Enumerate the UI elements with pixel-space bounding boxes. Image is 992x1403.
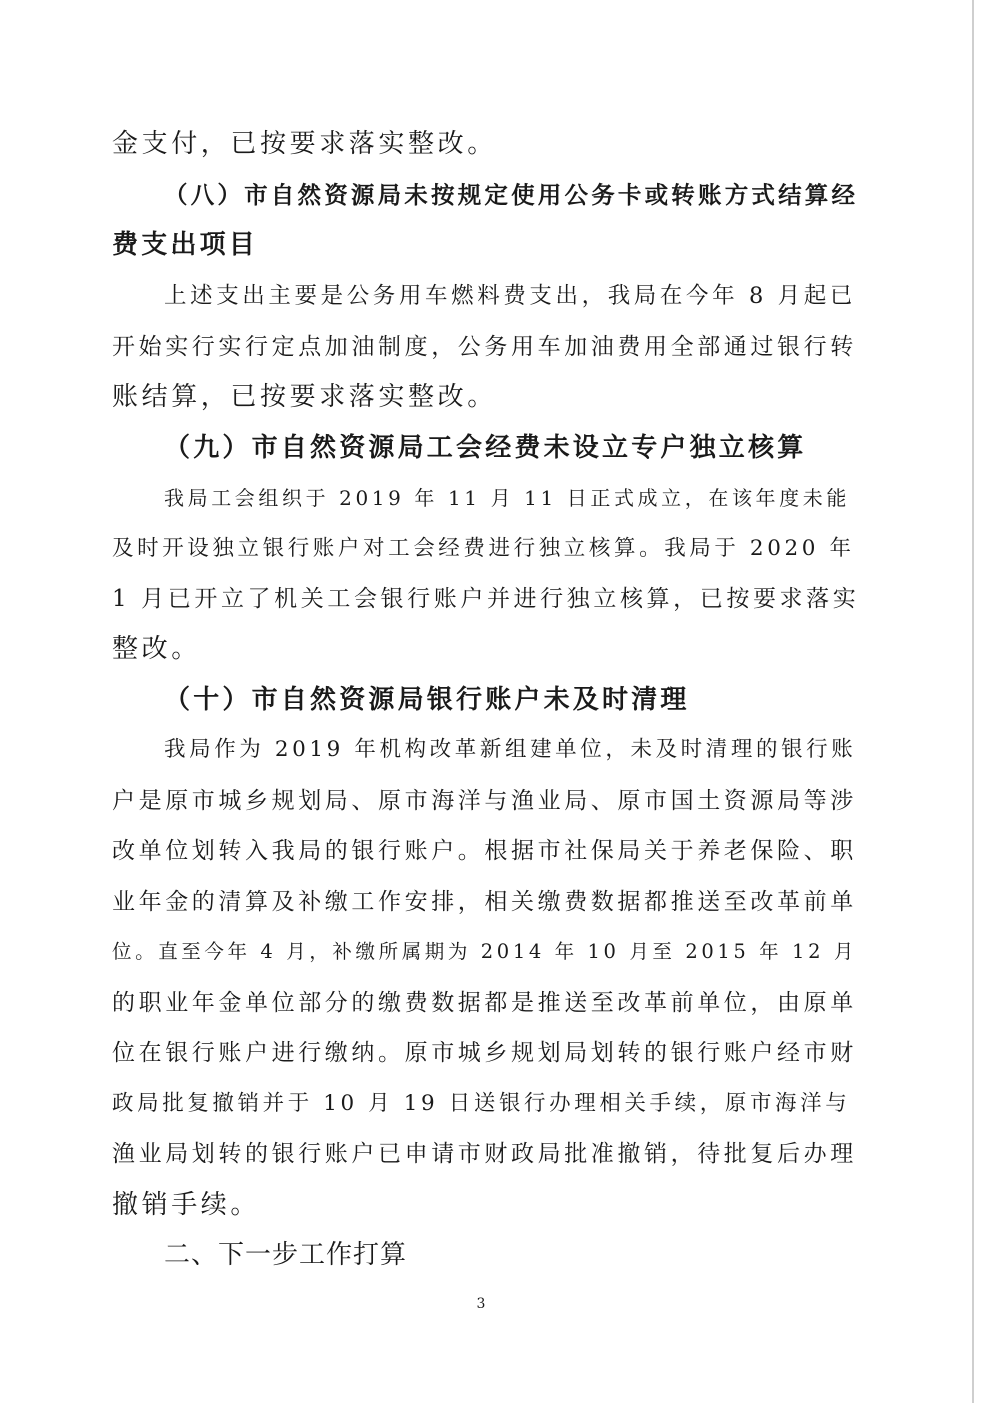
paragraph-line: 1 月已开立了机关工会银行账户并进行独立核算，已按要求落实: [112, 586, 860, 612]
paragraph-line: 改单位划转入我局的银行账户。根据市社保局关于养老保险、职: [112, 838, 857, 864]
paragraph-line: 上述支出主要是公务用车燃料费支出，我局在今年 8 月起已: [164, 283, 856, 309]
paragraph-line: 位。直至今年 4 月，补缴所属期为 2014 年 10 月至 2015 年 12 月: [112, 940, 857, 963]
paragraph-line: 开始实行实行定点加油制度，公务用车加油费用全部通过银行转: [112, 334, 857, 360]
paragraph-line: 的职业年金单位部分的缴费数据都是推送至改革前单位，由原单: [112, 990, 857, 1016]
paragraph-line: 及时开设独立银行账户对工会经费进行独立核算。我局于 2020 年: [112, 536, 855, 561]
part-heading: 二、下一步工作打算: [164, 1240, 408, 1270]
section-heading: （八）市自然资源局未按规定使用公务卡或转账方式结算经: [164, 181, 859, 209]
paragraph-line: 账结算，已按要求落实整改。: [112, 382, 497, 412]
scan-edge-line: [972, 0, 974, 1403]
paragraph-line: 整改。: [112, 634, 201, 664]
paragraph-line: 金支付，已按要求落实整改。: [112, 129, 497, 159]
paragraph-line: 位在银行账户进行缴纳。原市城乡规划局划转的银行账户经市财: [112, 1040, 857, 1066]
paragraph-line: 我局工会组织于 2019 年 11 月 11 日正式成立，在该年度未能: [164, 486, 850, 510]
section-heading: （十）市自然资源局银行账户未及时清理: [164, 685, 690, 715]
section-heading-continued: 费支出项目: [112, 230, 259, 260]
section-heading: （九）市自然资源局工会经费未设立专户独立核算: [164, 433, 807, 463]
paragraph-line: 渔业局划转的银行账户已申请市财政局批准撤销，待批复后办理: [112, 1141, 857, 1167]
page-number: 3: [476, 1296, 486, 1312]
paragraph-line: 业年金的清算及补缴工作安排，相关缴费数据都推送至改革前单: [112, 889, 857, 915]
paragraph-line: 我局作为 2019 年机构改革新组建单位，未及时清理的银行账: [164, 737, 857, 762]
paragraph-line: 撤销手续。: [112, 1190, 261, 1220]
paragraph-line: 政局批复撤销并于 10 月 19 日送银行办理相关手续，原市海洋与: [112, 1091, 851, 1116]
paragraph-line: 户是原市城乡规划局、原市海洋与渔业局、原市国土资源局等涉: [112, 788, 857, 814]
